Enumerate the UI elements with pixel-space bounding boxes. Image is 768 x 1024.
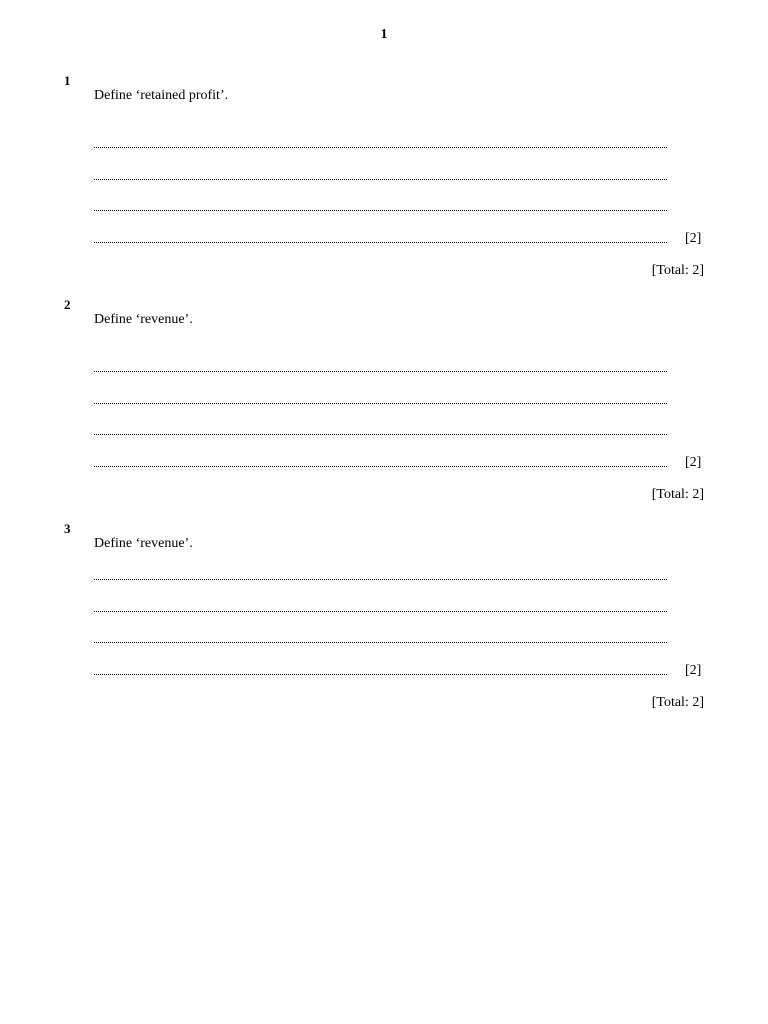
total-marks: [Total: 2] (651, 695, 704, 710)
total-marks: [Total: 2] (651, 487, 704, 502)
answer-line[interactable] (94, 371, 667, 372)
answer-line[interactable] (94, 611, 667, 612)
answer-line[interactable] (94, 242, 667, 243)
answer-line[interactable] (94, 466, 667, 467)
answer-line[interactable] (94, 674, 667, 675)
question-prompt: Define ‘revenue’. (94, 312, 193, 327)
answer-line[interactable] (94, 403, 667, 404)
question-prompt: Define ‘retained profit’. (94, 88, 229, 103)
answer-line[interactable] (94, 179, 667, 180)
question-prompt: Define ‘revenue’. (94, 536, 193, 551)
total-marks: [Total: 2] (651, 263, 704, 278)
answer-line[interactable] (94, 434, 667, 435)
marks-label: [2] (685, 231, 702, 246)
answer-line[interactable] (94, 579, 667, 580)
question-number: 3 (64, 521, 71, 536)
answer-line[interactable] (94, 642, 667, 643)
page-number: 1 (380, 27, 388, 42)
answer-line[interactable] (94, 210, 667, 211)
question-number: 2 (64, 297, 71, 312)
question-number: 1 (64, 73, 71, 88)
marks-label: [2] (685, 663, 702, 678)
marks-label: [2] (685, 455, 702, 470)
answer-line[interactable] (94, 147, 667, 148)
